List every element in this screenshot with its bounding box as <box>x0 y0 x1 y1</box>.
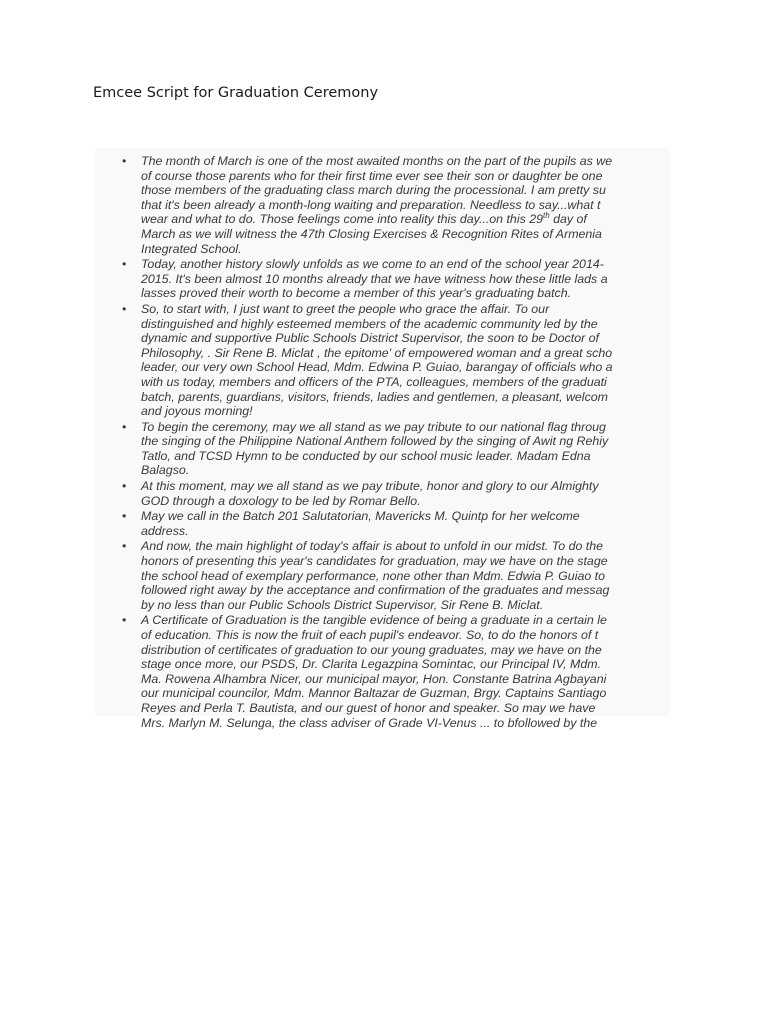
script-paragraph <box>95 539 695 612</box>
script-line: the school head of exemplary performance, none other than Mdm. Edwia P. Guiao to <box>141 568 606 583</box>
bullet-icon: • <box>122 479 127 494</box>
script-paragraph <box>95 420 695 478</box>
script-line: Balagso. <box>141 463 190 478</box>
bullet-icon: • <box>122 509 127 524</box>
script-line: that it's been already a month-long waiting and preparation. Needless to say...what t <box>141 197 601 212</box>
script-line: March as we will witness the 47th Closing Exercises & Recognition Rites of Armenia <box>141 226 602 241</box>
script-paragraph <box>95 257 695 301</box>
script-line: leader, our very own School Head, Mdm. Edwina P. Guiao, barangay of officials who a <box>141 360 613 375</box>
script-line: distribution of certificates of graduation to our young graduates, may we have on the <box>141 642 602 657</box>
script-paragraph <box>95 509 695 538</box>
script-line: The month of March is one of the most awaited months on the part of the pupils as we <box>141 154 613 168</box>
script-line: Ma. Rowena Alhambra Nicer, our municipal mayor, Hon. Constante Batrina Agbayani <box>141 671 607 686</box>
bullet-icon: • <box>122 257 127 272</box>
script-line: batch, parents, guardians, visitors, friends, ladies and gentlemen, a pleasant, welcom <box>141 389 608 404</box>
bullet-icon: • <box>122 613 127 628</box>
script-line: lasses proved their worth to become a member of this year's graduating batch. <box>141 286 572 301</box>
script-line: Reyes and Perla T. Bautista, and our guest of honor and speaker. So may we have <box>141 700 596 715</box>
embedded-script-image <box>95 148 670 730</box>
bullet-icon: • <box>122 419 127 434</box>
script-line: So, to start with, I just want to greet the people who grace the affair. To our <box>141 301 550 316</box>
script-line: stage once more, our PSDS, Dr. Clarita Legazpina Somintac, our Principal IV, Mdm. <box>141 657 602 672</box>
script-line: honors of presenting this year's candidates for graduation, may we have on the stage <box>141 554 608 569</box>
script-paragraph <box>95 302 695 419</box>
script-line: those members of the graduating class march during the processional. I am pretty su <box>141 183 606 198</box>
script-line: 2015. It's been almost 10 months already that we have witness how these little lads a <box>141 271 608 286</box>
script-line: the singing of the Philippine National Anthem followed by the singing of Awit ng Rehiy <box>141 434 609 449</box>
script-bullet-list <box>95 148 695 730</box>
script-paragraph <box>95 613 695 730</box>
script-paragraph <box>95 479 695 508</box>
script-line: and joyous morning! <box>141 404 253 419</box>
script-line: of education. This is now the fruit of each pupil's endeavor. So, to do the honors of t <box>141 628 599 642</box>
script-line: of course those parents who for their first time ever see their son or daughter be one <box>141 168 603 183</box>
script-line: At this moment, may we all stand as we pay tribute, honor and glory to our Almighty <box>141 479 599 494</box>
script-line: wear and what to do. Those feelings come into reality this day...on this 29th day of <box>141 211 587 227</box>
script-line: Mrs. Marlyn M. Selunga, the class adviser of Grade VI-Venus ... to bfollowed by the <box>141 715 598 730</box>
bullet-icon: • <box>122 539 127 554</box>
bullet-icon: • <box>122 154 127 168</box>
script-line: To begin the ceremony, may we all stand as we pay tribute to our national flag throug <box>141 419 606 434</box>
script-line: Tatlo, and TCSD Hymn to be conducted by our school music leader. Madam Edna <box>141 448 591 463</box>
script-line: And now, the main highlight of today's affair is about to unfold in our midst. To do the <box>141 539 604 554</box>
script-line: GOD through a doxology to be led by Romar Bello. <box>141 493 421 508</box>
script-line: Integrated School. <box>141 241 242 256</box>
script-line: address. <box>141 523 189 538</box>
script-line: May we call in the Batch 201 Salutatorian, Mavericks M. Quintp for her welcome <box>141 509 580 524</box>
script-line: dynamic and supportive Public Schools District Supervisor, the soon to be Doctor of <box>141 331 599 346</box>
script-paragraph <box>95 154 695 256</box>
page-title: Emcee Script for Graduation Ceremony <box>93 85 379 101</box>
script-line: by no less than our Public Schools District Supervisor, Sir Rene B. Miclat. <box>141 597 544 612</box>
script-line: Today, another history slowly unfolds as we come to an end of the school year 2014- <box>141 257 604 272</box>
script-line: followed right away by the acceptance and confirmation of the graduates and messag <box>141 583 610 598</box>
script-line: A Certificate of Graduation is the tangible evidence of being a graduate in a certain le <box>141 613 607 628</box>
script-line: Philosophy, . Sir Rene B. Miclat , the epitome' of empowered woman and a great scho <box>141 345 613 360</box>
script-line: distinguished and highly esteemed members of the academic community led by the <box>141 316 598 331</box>
bullet-icon: • <box>122 301 127 316</box>
script-line: with us today, members and officers of the PTA, colleagues, members of the graduati <box>141 374 607 389</box>
script-line: our municipal councilor, Mdm. Mannor Baltazar de Guzman, Brgy. Captains Santiago <box>141 686 607 701</box>
